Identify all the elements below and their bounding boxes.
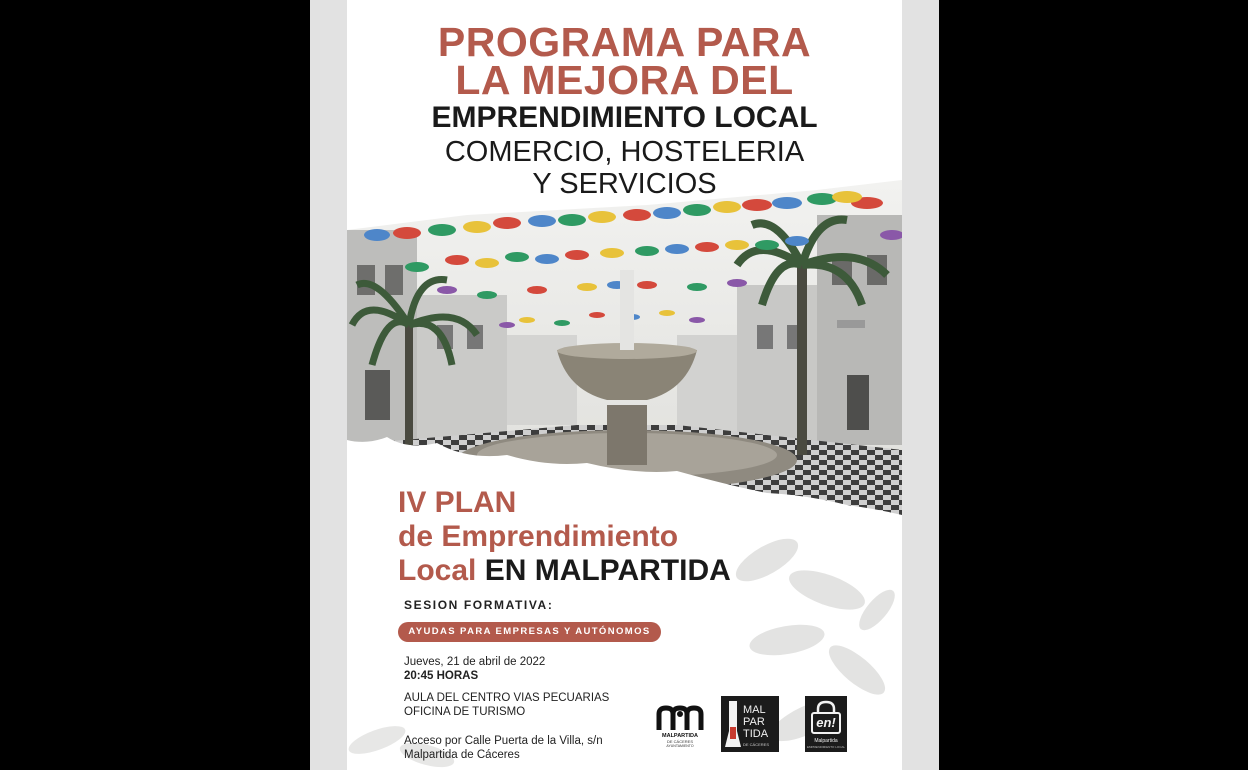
malpartida-emblem-icon (655, 704, 705, 732)
malpartida-brand-logo (721, 696, 779, 752)
logo2-line2: PAR (743, 716, 765, 728)
event-time: 20:45 HORAS (404, 670, 479, 682)
logo1-sub1: DE CÁCERES (666, 739, 693, 744)
logo3-tag: EMPRENDIMIENTO LOCAL (806, 745, 846, 749)
title-line-2: LA MEJORA DEL (455, 57, 794, 103)
venue-line-1: AULA DEL CENTRO VIAS PECUARIAS (404, 692, 610, 704)
left-frame-bar (310, 0, 347, 770)
topic-pill: AYUDAS PARA EMPRESAS Y AUTÓNOMOS (398, 622, 661, 642)
session-label: SESION FORMATIVA: (404, 598, 554, 612)
logo3-sub: Malpartida (814, 738, 838, 744)
title-line-1: PROGRAMA PARA (437, 19, 812, 65)
plan-line-2: de Emprendimiento (398, 520, 679, 553)
venue-line-2: OFICINA DE TURISMO (404, 706, 526, 718)
subtitle-line-2: Y SERVICIOS (532, 168, 717, 200)
access-line-2: Malpartida de Cáceres (404, 749, 520, 761)
right-frame-bar (902, 0, 939, 770)
figure-icon (725, 701, 741, 747)
plan-line-1: IV PLAN (398, 486, 517, 519)
logo2-sub: DE CÁCERES (743, 742, 770, 747)
logo1-sub2: AYUNTAMIENTO (666, 744, 694, 748)
plan-line-3-black: EN MALPARTIDA (476, 554, 731, 587)
logo2-line3: TIDA (743, 728, 769, 740)
plan-line-3-red: Local (398, 554, 477, 587)
title-line-3: EMPRENDIMIENTO LOCAL (431, 101, 818, 134)
subtitle-line-1: COMERCIO, HOSTELERIA (444, 136, 805, 168)
malpartida-ayuntamiento-logo (655, 696, 705, 752)
logo1-name: MALPARTIDA (662, 733, 698, 739)
poster (347, 0, 902, 770)
access-line-1: Acceso por Calle Puerta de la Villa, s/n (404, 735, 603, 747)
logo3-main: en! (816, 715, 836, 730)
en-malpartida-logo (805, 696, 847, 752)
logo2-line1: MAL (743, 704, 766, 716)
plan-line-3 (398, 554, 731, 588)
event-date: Jueves, 21 de abril de 2022 (404, 656, 546, 668)
